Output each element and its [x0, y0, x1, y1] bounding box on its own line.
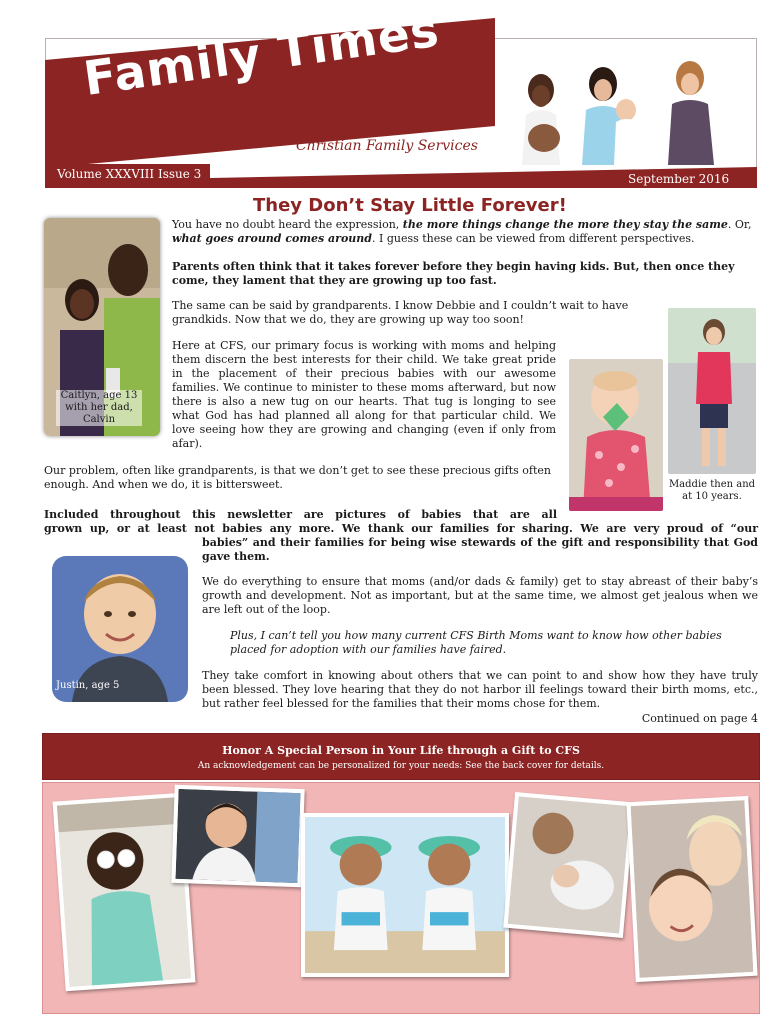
included-paragraph-b: grown up, or at least not babies any more. We thank our families for sharing. We are very proud of “our: [44, 522, 758, 535]
maddie-baby-photo: [569, 359, 663, 511]
maddie-caption: Maddie then and at 10 years.: [668, 479, 756, 502]
organization-name: Christian Family Services: [296, 138, 478, 154]
mothers-photo: [508, 60, 736, 165]
included-paragraph-c: babies” and their families for being wise stewards of the gift and responsibility that God gave them.: [202, 536, 758, 563]
issue-date: September 2016: [628, 172, 730, 186]
collage-photo-baby-grandma: [626, 796, 757, 982]
comfort-paragraph: They take comfort in knowing about others that we can point to and show how they have truly been blessed. They love hearing that they do not harbor ill feelings toward their birth moms, etc., but rather feel blessed for the families that their moms chose for them.: [202, 669, 758, 710]
banner-title: Honor A Special Person in Your Life through a Gift to CFS: [222, 744, 580, 757]
maddie-age10-photo: [668, 308, 756, 474]
cfs-paragraph: Here at CFS, our primary focus is working with moms and helping them discern the best interests for their child. We take great pride in the placement of their precious babies with our awesome families. We continue to minister to these moms afterward, but now there is also a new tug on our hearts. That tug is longing to see what God has had planned all along for that particular child. We love seeing how they are growing and changing (even if only from afar).: [172, 339, 556, 450]
collage-photo-boy-car: [171, 785, 304, 887]
intro-text-c: . Or,: [727, 218, 752, 231]
justin-caption: Justin, age 5: [56, 680, 120, 691]
caitlyn-caption: Caitlyn, age 13 with her dad, Calvin: [56, 390, 142, 426]
banner-subtitle: An acknowledgement can be personalized for your needs: See the back cover for details.: [197, 761, 605, 771]
collage-photo-twins: [301, 813, 509, 977]
donation-banner: [42, 733, 760, 780]
plus-paragraph: Plus, I can’t tell you how many current CFS Birth Moms want to know how other babies placed for adoption with our families have faired.: [230, 629, 722, 656]
problem-paragraph: Our problem, often like grandparents, is that we don’t get to see these precious gifts often enough. And when we do, it is bittersweet.: [44, 464, 551, 491]
photo-collage: [42, 782, 760, 1014]
intro-text-e: . I guess these can be viewed from different perspectives.: [371, 232, 695, 245]
abreast-paragraph: We do everything to ensure that moms (and/or dads & family) get to stay abreast of their baby’s growth and development. Not as important, but at the same time, we almost get jealous when we are left out of the loop.: [202, 575, 758, 616]
article-headline: They Don’t Stay Little Forever!: [253, 195, 567, 216]
included-paragraph-a: Included throughout this newsletter are pictures of babies that are all: [44, 508, 557, 521]
intro-expression-1: the more things change the more they stay the same: [402, 218, 728, 231]
intro-paragraph: [172, 218, 758, 246]
intro-text-a: You have no doubt heard the expression,: [172, 218, 403, 231]
continued-link[interactable]: Continued on page 4: [641, 712, 758, 725]
collage-photo-newborn: [503, 792, 634, 938]
volume-issue: Volume XXXVIII Issue 3: [57, 167, 202, 181]
parents-paragraph: Parents often think that it takes forever before they begin having kids. But, then once they come, they lament that they are growing up too fast.: [172, 260, 735, 287]
intro-expression-2: what goes around comes around: [172, 232, 372, 245]
newsletter-title: Family Times: [80, 2, 443, 108]
grandparents-paragraph: The same can be said by grandparents. I know Debbie and I couldn’t wait to have grandkids. Now that we do, they are growing up way too soon!: [172, 299, 629, 326]
